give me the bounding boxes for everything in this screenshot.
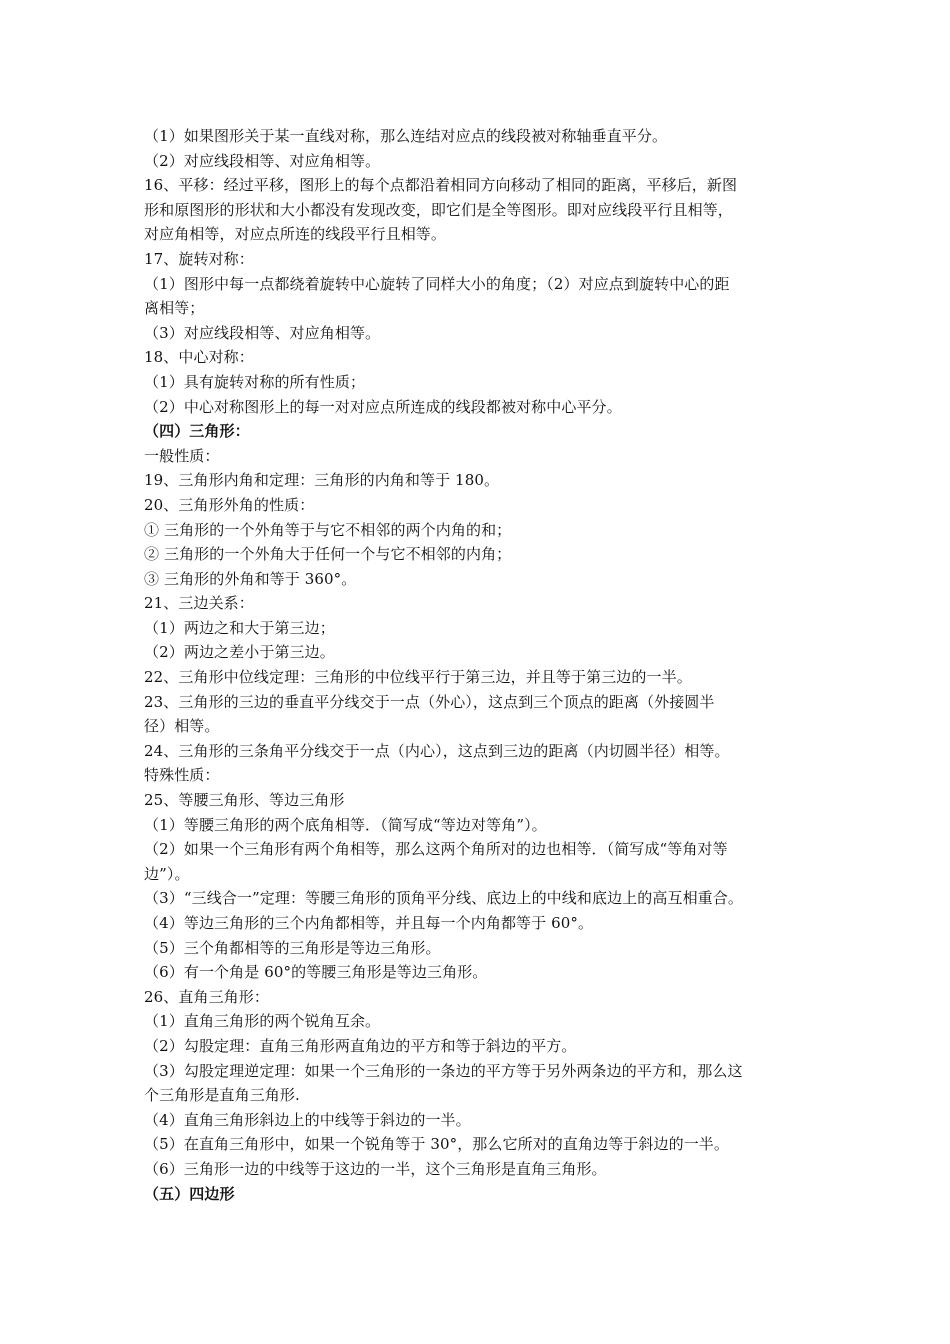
text-line: （4）直角三角形斜边上的中线等于斜边的一半。 xyxy=(144,1110,471,1129)
text-line: 一般性质： xyxy=(144,446,220,465)
section-heading: （四）三角形： xyxy=(144,422,250,441)
text-line: （2）勾股定理：直角三角形两直角边的平方和等于斜边的平方。 xyxy=(144,1036,577,1055)
text-line: （5）在直角三角形中，如果一个锐角等于 30°，那么它所对的直角边等于斜边的一半。 xyxy=(144,1135,730,1154)
text-line: （1）具有旋转对称的所有性质； xyxy=(144,372,366,391)
text-line: （3）“三线合一”定理：等腰三角形的顶角平分线、底边上的中线和底边上的高互相重合。 xyxy=(144,889,743,908)
text-line: 19、三角形内角和定理：三角形的内角和等于 180。 xyxy=(144,471,500,490)
text-line: （1）如果图形关于某一直线对称，那么连结对应点的线段被对称轴垂直平分。 xyxy=(144,127,668,145)
text-line: 24、三角形的三条角平分线交于一点（内心），这点到三边的距离（内切圆半径）相等。 xyxy=(144,741,730,760)
text-line: （1）等腰三角形的两个底角相等．（简写成“等边对等角”）。 xyxy=(144,815,547,834)
text-line: （2）两边之差小于第三边。 xyxy=(144,643,335,662)
text-line: 22、三角形中位线定理：三角形的中位线平行于第三边，并且等于第三边的一半。 xyxy=(144,668,692,687)
text-line: 特殊性质： xyxy=(144,766,220,785)
text-line: ① 三角形的一个外角等于与它不相邻的两个内角的和； xyxy=(144,520,512,539)
text-line: 26、直角三角形： xyxy=(144,987,269,1006)
text-line: 离相等； xyxy=(144,299,205,318)
text-line: 25、等腰三角形、等边三角形 xyxy=(144,791,345,810)
text-line: （2）如果一个三角形有两个角相等，那么这两个角所对的边也相等．（简写成“等角对等 xyxy=(144,840,728,859)
text-line: 23、三角形的三边的垂直平分线交于一点（外心），这点到三个顶点的距离（外接圆半 xyxy=(144,692,715,711)
text-line: 21、三边关系： xyxy=(144,594,254,613)
text-line: ② 三角形的一个外角大于任何一个与它不相邻的内角； xyxy=(144,545,512,564)
text-line: （1）图形中每一点都绕着旋转中心旋转了同样大小的角度；（2）对应点到旋转中心的距 xyxy=(144,274,730,293)
document-page xyxy=(144,124,834,1206)
text-line: （2）中心对称图形上的每一对对应点所连成的线段都被对称中心平分。 xyxy=(144,397,622,416)
text-line: ③ 三角形的外角和等于 360°。 xyxy=(144,569,357,588)
text-line: 对应角相等，对应点所连的线段平行且相等。 xyxy=(144,225,447,244)
text-line: （5）三个角都相等的三角形是等边三角形。 xyxy=(144,938,441,957)
text-line: 个三角形是直角三角形. xyxy=(144,1086,300,1105)
text-line: （4）等边三角形的三个内角都相等，并且每一个内角都等于 60°。 xyxy=(144,914,594,932)
section-heading: （五）四边形 xyxy=(144,1184,235,1203)
text-line: 18、中心对称： xyxy=(144,348,254,367)
text-line: 径）相等。 xyxy=(144,717,220,736)
text-line: （1）两边之和大于第三边； xyxy=(144,618,335,637)
text-line: （3）勾股定理逆定理：如果一个三角形的一条边的平方等于另外两条边的平方和，那么这 xyxy=(144,1061,743,1080)
text-line: 17、旋转对称： xyxy=(144,249,254,268)
text-line: （2）对应线段相等、对应角相等。 xyxy=(144,151,381,170)
text-line: 20、三角形外角的性质： xyxy=(144,495,315,514)
text-line: （6）有一个角是 60°的等腰三角形是等边三角形。 xyxy=(144,963,488,982)
text-line: 形和原图形的形状和大小都没有发现改变，即它们是全等图形。即对应线段平行且相等， xyxy=(144,200,733,219)
text-line: （1）直角三角形的两个锐角互余。 xyxy=(144,1012,381,1031)
text-line: 16、平移：经过平移，图形上的每个点都沿着相同方向移动了相同的距离，平移后，新图 xyxy=(144,176,738,195)
text-line: （6）三角形一边的中线等于这边的一半，这个三角形是直角三角形。 xyxy=(144,1159,607,1178)
text-line: （3）对应线段相等、对应角相等。 xyxy=(144,323,381,342)
text-line: 边”）。 xyxy=(144,864,190,883)
